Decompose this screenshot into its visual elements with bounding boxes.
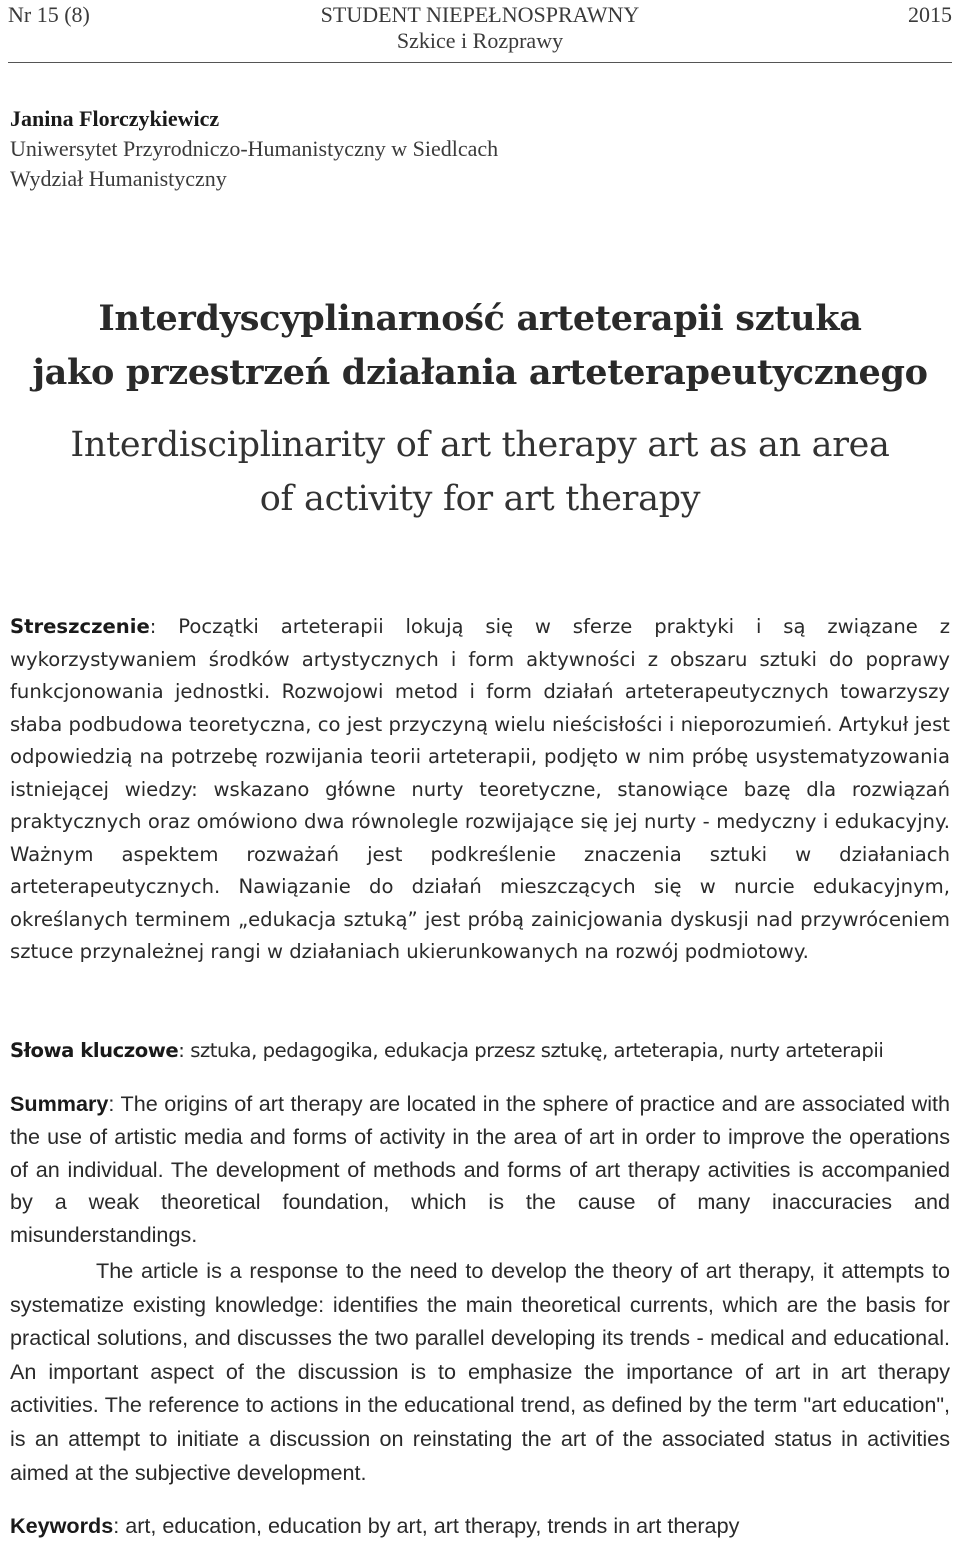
title-polish-line-2: jako przestrzeń działania arteterapeutycznego	[32, 352, 928, 393]
author-faculty: Wydział Humanistyczny	[10, 166, 227, 191]
summary-english-label: Summary	[10, 1091, 109, 1116]
journal-subtitle: Szkice i Rozprawy	[396, 28, 564, 53]
abstract-polish-text: Początki arteterapii lokują się w sferze praktyki i są związane z wykorzystywaniem środków artystycznych i form aktywności z obszaru sztuki do poprawy funkcjonowania jednostki. Rozwojowi metod i form działań arteterapeutycznych towarzyszy słaba podbudowa teoretyczna, co jest przyczyną wielu nieścisłości i nieporozumień. Artykuł jest odpowiedzią na potrzebę rozwijania teorii arteterapii, podjęto w nim próbę usystematyzowania istniejącej wiedzy: wskazano główne nurty teoretyczne, stanowiące bazę dla rozwiązań praktycznych oraz omówiono dwa równolegle rozwijające się jej nurty - medyczny i edukacyjny. Ważnym aspektem rozważań jest podkreślenie znaczenia sztuki w działaniach arteterapeutycznych. Nawiązanie do działań mieszczących się w nurcie edukacyjnym, określanych terminem „edukacja sztuką” jest próbą zainicjowania dyskusji nad przywróceniem sztuce przynależnej rangi w działaniach ukierunkowanych na rozwój podmiotowy.	[10, 615, 950, 963]
running-header	[8, 0, 952, 63]
keywords-polish: Słowa kluczowe: sztuka, pedagogika, edukacja przesz sztukę, arteterapia, nurty arteterapii	[10, 1039, 884, 1062]
abstract-polish: Streszczenie: Początki arteterapii lokują się w sferze praktyki i są związane z wykorzystywaniem środków artystycznych i form aktywności z obszaru sztuki do poprawy funkcjonowania jednostki. Rozwojowi metod i form działań arteterapeutycznych towarzyszy słaba podbudowa teoretyczna, co jest przyczyną wielu nieścisłości i nieporozumień. Artykuł jest odpowiedzią na potrzebę rozwijania teorii arteterapii, podjęto w nim próbę usystematyzowania istniejącej wiedzy: wskazano główne nurty teoretyczne, stanowiące bazę dla rozwiązań praktycznych oraz omówiono dwa równolegle rozwijające się jej nurty - medyczny i edukacyjny. Ważnym aspektem rozważań jest podkreślenie znaczenia sztuki w działaniach arteterapeutycznych. Nawiązanie do działań mieszczących się w nurcie edukacyjnym, określanych terminem „edukacja sztuką” jest próbą zainicjowania dyskusji nad przywróceniem sztuce przynależnej rangi w działaniach ukierunkowanych na rozwój podmiotowy.	[10, 615, 950, 963]
keywords-english: Keywords: art, education, education by art, art therapy, trends in art therapy	[10, 1513, 740, 1538]
title-english-line-1: Interdisciplinarity of art therapy art as an area	[70, 425, 890, 465]
title-english-line-2: of activity for art therapy	[259, 479, 701, 519]
journal-masthead	[8, 2, 952, 54]
summary-english-paragraph-2: The article is a response to the need to develop the theory of art therapy, it attempts to systematize existing knowledge: identifies the main theoretical currents, which are the basis for practical solutions, and discusses the two parallel developing its trends - medical and educational. An important aspect of the discussion is to emphasize the importance of art in art therapy activities. The reference to actions in the educational trend, as defined by the term "art education", is an attempt to initiate a discussion on reinstating the art of the associated status in activities aimed at the subjective development.	[10, 1258, 950, 1485]
issue-number: Nr 15 (8)	[8, 2, 90, 27]
title-block	[0, 292, 960, 526]
journal-title: STUDENT NIEPEŁNOSPRAWNY	[320, 2, 640, 27]
summary-english-paragraph-1: Summary: The origins of art therapy are located in the sphere of practice and are associated with the use of artistic media and forms of activity in the area of art in order to improve the operations of an individual. The development of methods and forms of art therapy activities is accompanied by a weak theoretical foundation, which is the cause of many inaccuracies and misunderstandings.	[10, 1091, 950, 1248]
author-name: Janina Florczykiewicz	[10, 106, 220, 131]
title-english	[0, 418, 960, 526]
abstract-polish-label: Streszczenie	[10, 615, 150, 638]
keywords-polish-label: Słowa kluczowe	[10, 1039, 179, 1062]
summary-english-text-1: The origins of art therapy are located in the sphere of practice and are associated with the use of artistic media and forms of activity in the area of art in order to improve the operations of an individual. The development of methods and forms of art therapy activities is accompanied by a weak theoretical foundation, which is the cause of many inaccuracies and misunderstandings.	[10, 1091, 950, 1248]
title-polish-line-1: Interdyscyplinarność arteterapii sztuka	[98, 298, 862, 339]
keywords-english-text: art, education, education by art, art therapy, trends in art therapy	[125, 1513, 740, 1538]
author-block	[10, 104, 498, 194]
title-polish	[0, 292, 960, 400]
keywords-polish-text: sztuka, pedagogika, edukacja przesz sztukę, arteterapia, nurty arteterapii	[190, 1039, 884, 1062]
publication-year: 2015	[908, 2, 952, 27]
keywords-english-label: Keywords	[10, 1513, 114, 1538]
author-university: Uniwersytet Przyrodniczo-Humanistyczny w Siedlcach	[10, 136, 499, 161]
